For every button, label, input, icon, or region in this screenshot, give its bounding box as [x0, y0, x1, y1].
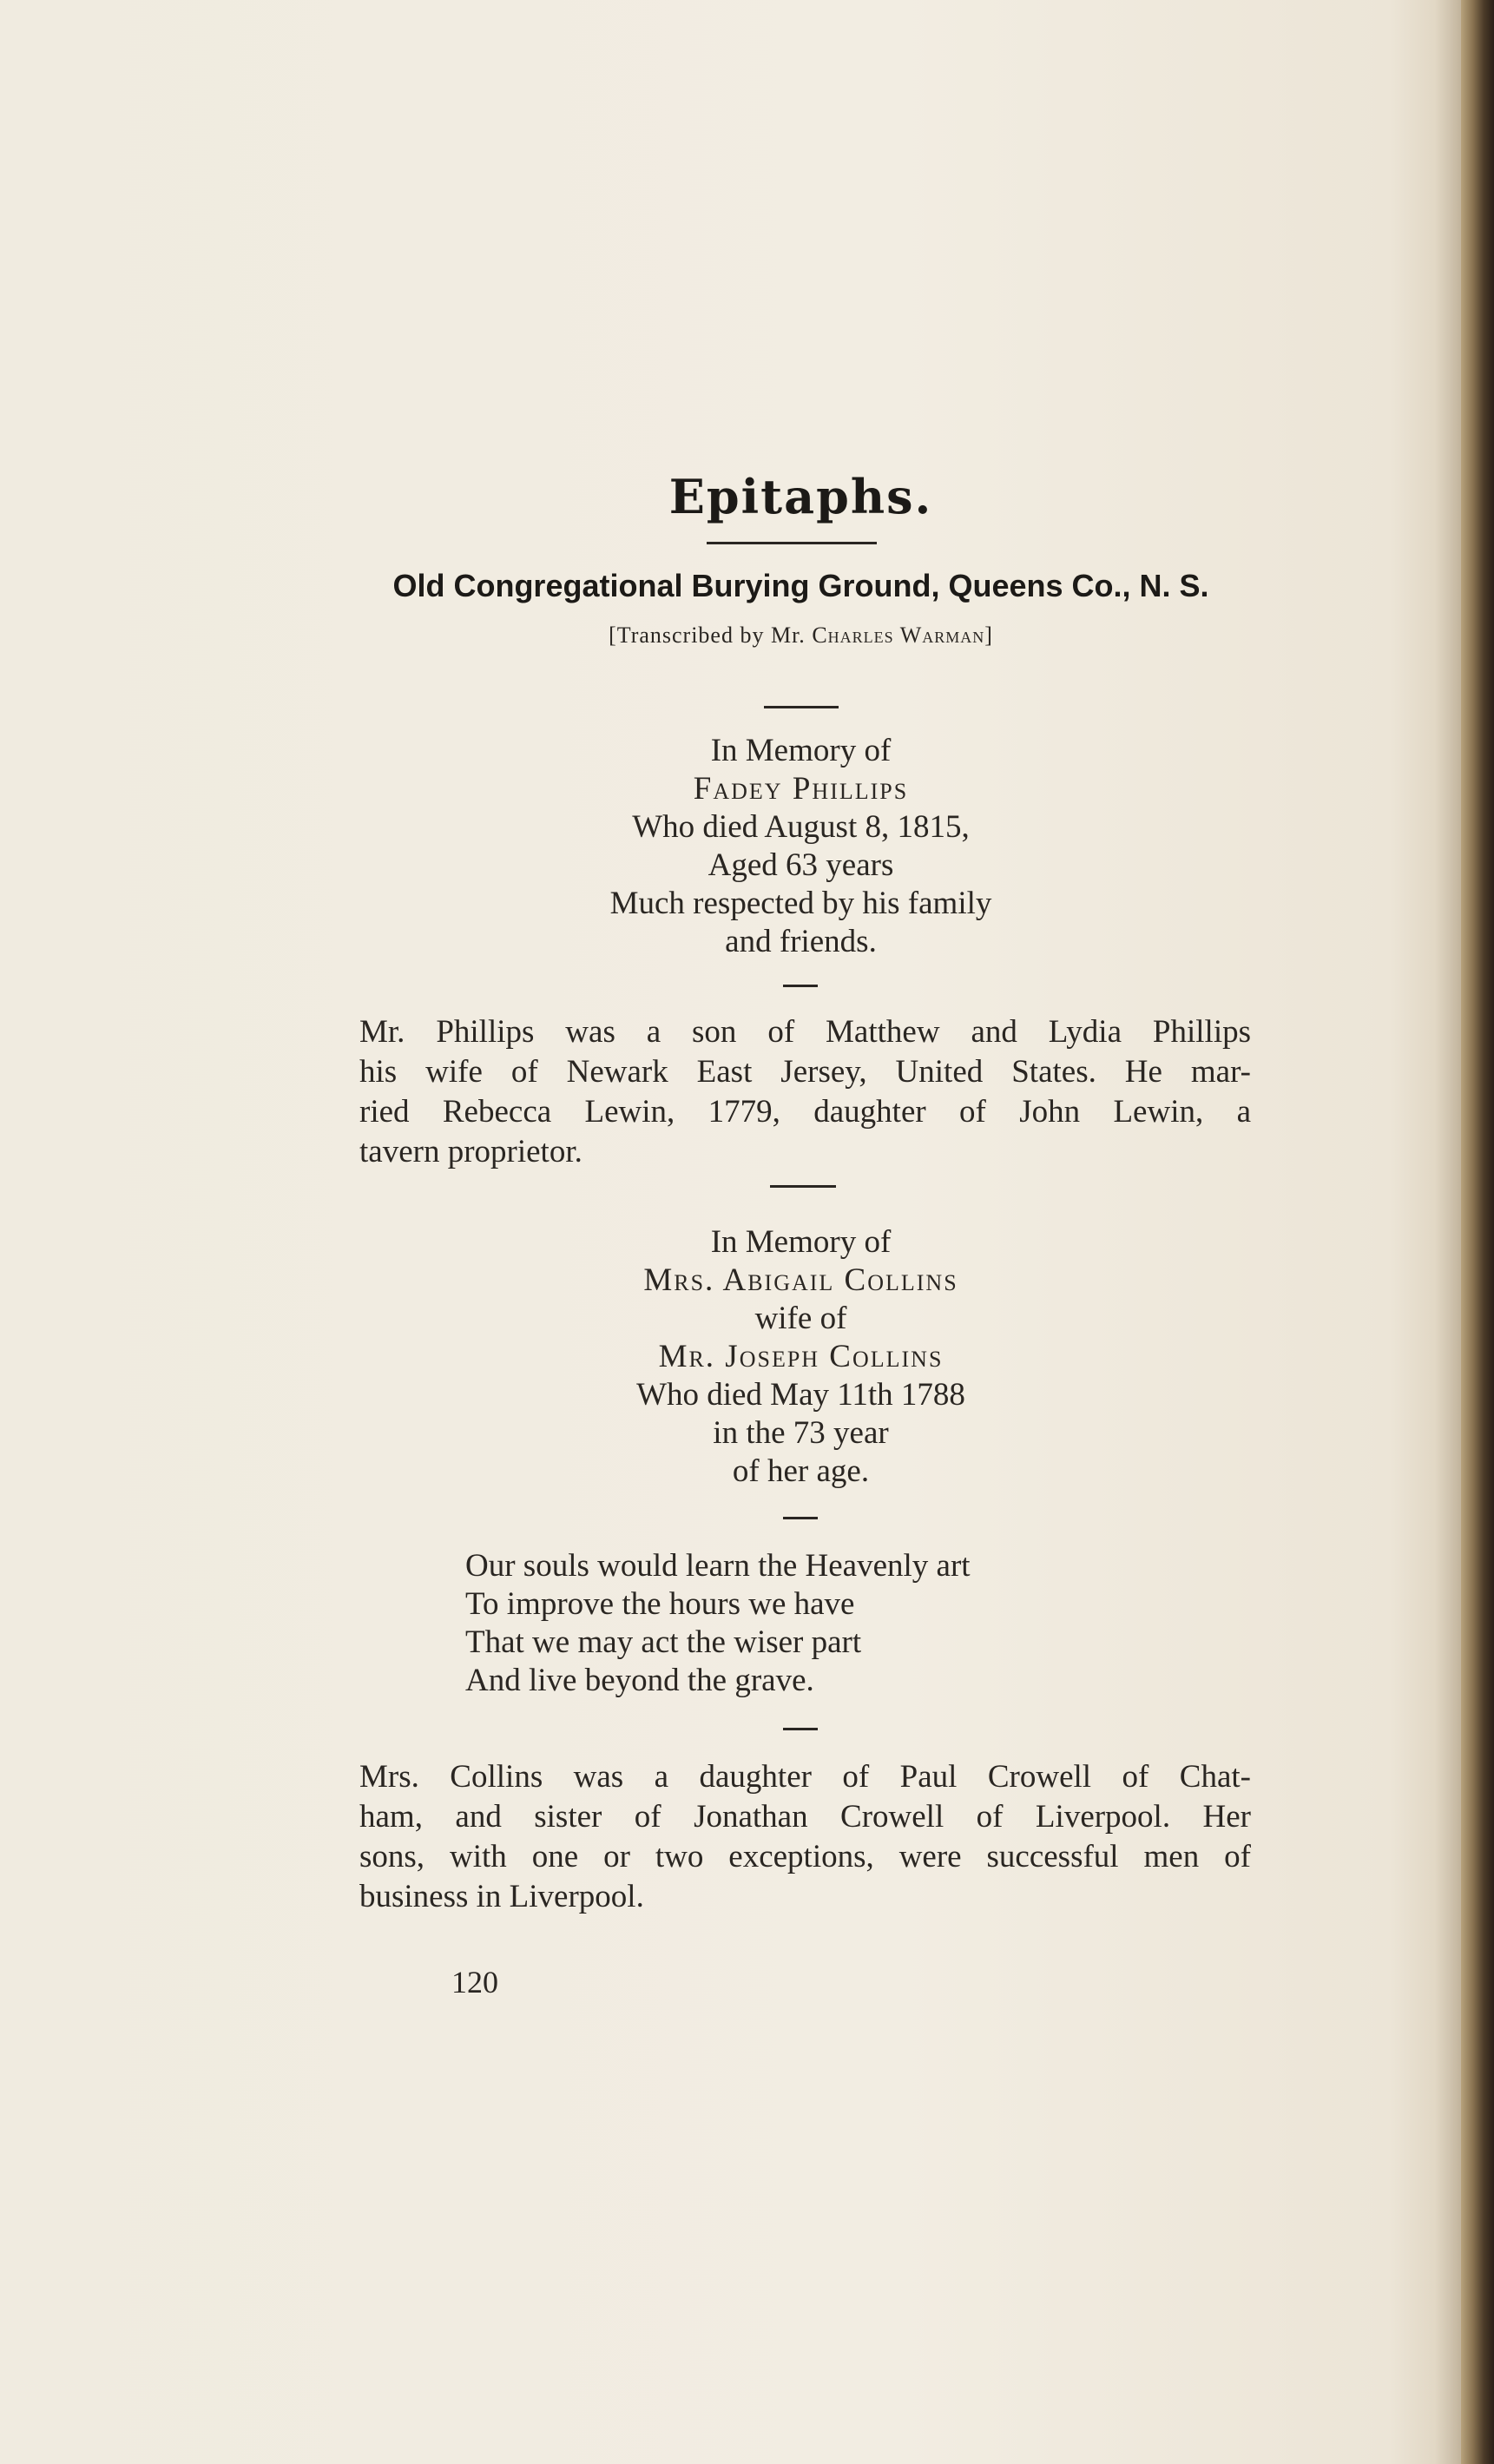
separator-dash — [783, 985, 818, 987]
page-number: 120 — [451, 1965, 498, 2000]
note-collins — [359, 1757, 1251, 1917]
epitaph-line: Who died May 11th 1788 — [636, 1377, 965, 1413]
note-line: Mr. Phillips was a son of Matthew and Lydia Phillips — [359, 1014, 1251, 1050]
credit-suffix: ] — [984, 623, 993, 648]
epitaph-line: of her age. — [732, 1453, 870, 1489]
epitaph-line: Aged 63 years — [708, 847, 894, 883]
page-title: Epitaphs. — [668, 469, 933, 524]
note-phillips — [359, 1012, 1251, 1172]
section-subtitle: Old Congregational Burying Ground, Queens Co., N. S. — [392, 568, 1209, 603]
epitaph-name: Mr. Joseph Collins — [658, 1339, 944, 1374]
epitaph-line: Much respected by his family — [609, 886, 992, 921]
epitaph-line: In Memory of — [710, 733, 892, 768]
verse-line: And live beyond the grave. — [465, 1663, 814, 1698]
transcription-credit — [0, 623, 1494, 649]
title-rule — [707, 542, 877, 544]
epitaph-name: Mrs. Abigail Collins — [643, 1262, 958, 1298]
verse-line: Our souls would learn the Heavenly art — [465, 1548, 971, 1584]
separator-dash — [783, 1517, 818, 1519]
section-rule — [770, 1185, 836, 1188]
epitaph-line: Who died August 8, 1815, — [632, 809, 970, 845]
epitaph-name: Fadey Phillips — [693, 771, 909, 807]
note-line: tavern proprietor. — [359, 1134, 582, 1169]
note-line: business in Liverpool. — [359, 1879, 644, 1914]
note-line: ried Rebecca Lewin, 1779, daughter of John Lewin, a — [359, 1094, 1251, 1130]
verse-line: To improve the hours we have — [465, 1586, 855, 1622]
epitaph-phillips — [0, 732, 1494, 961]
verse-line: That we may act the wiser part — [465, 1624, 862, 1660]
epitaph-line: in the 73 year — [713, 1415, 889, 1451]
note-line: ham, and sister of Jonathan Crowell of Liverpool. Her — [359, 1799, 1251, 1835]
epitaph-verse — [465, 1547, 971, 1700]
epitaph-line: wife of — [754, 1301, 847, 1336]
credit-name: Charles Warman — [812, 623, 985, 648]
note-line: his wife of Newark East Jersey, United States. He mar- — [359, 1054, 1251, 1090]
section-rule — [764, 706, 839, 708]
credit-prefix: [Transcribed by Mr. — [609, 623, 806, 648]
epitaph-collins — [0, 1223, 1494, 1491]
note-line: Mrs. Collins was a daughter of Paul Crowell of Chat- — [359, 1759, 1251, 1795]
note-line: sons, with one or two exceptions, were successful men of — [359, 1839, 1251, 1874]
epitaph-line: In Memory of — [710, 1224, 892, 1260]
separator-dash — [783, 1728, 818, 1730]
epitaph-line: and friends. — [725, 924, 877, 959]
